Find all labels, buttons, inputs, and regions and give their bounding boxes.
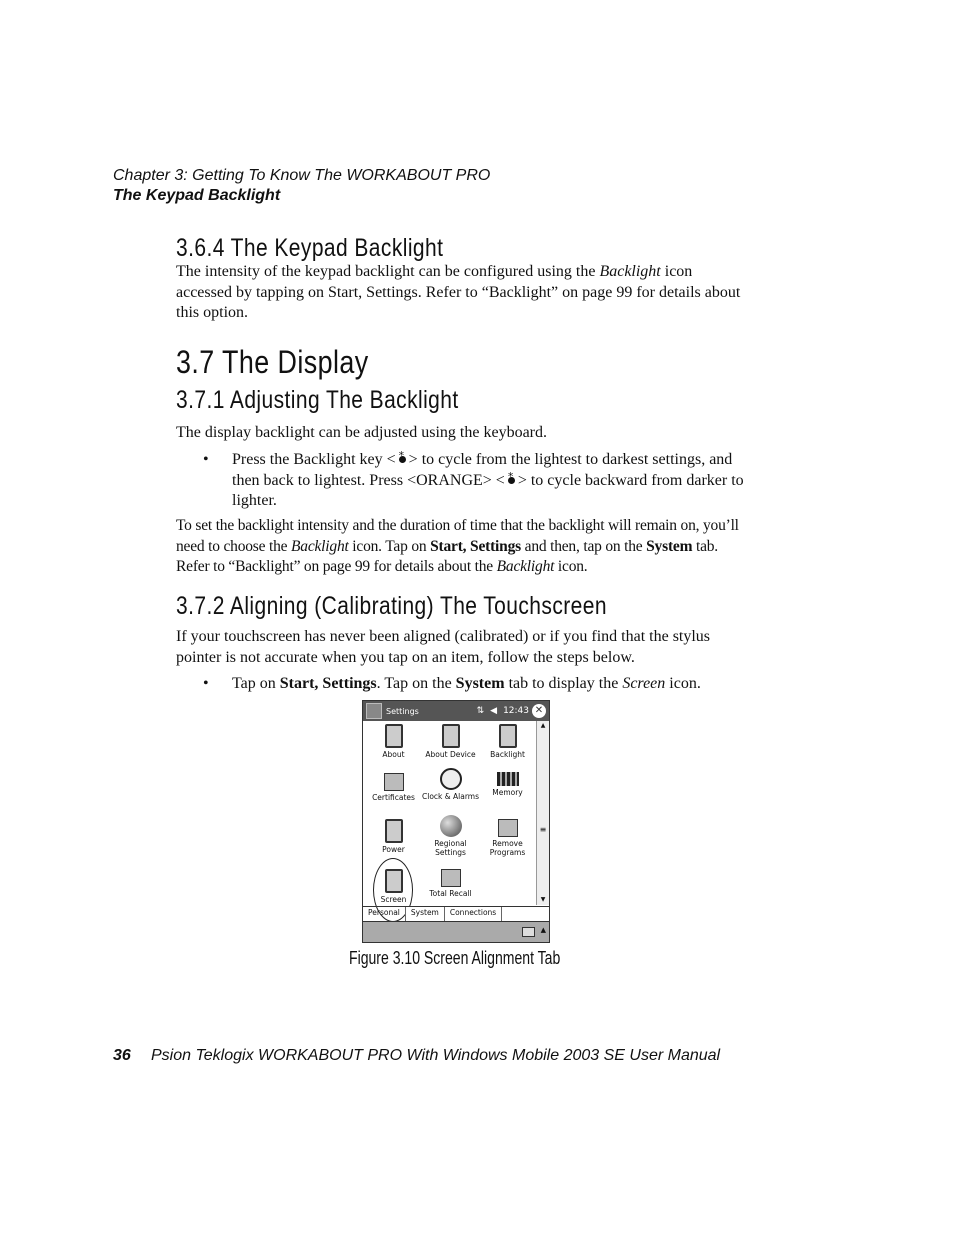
window-title: Settings: [386, 706, 419, 716]
memory-icon: [497, 772, 519, 786]
scroll-up-icon: ▲: [540, 722, 546, 729]
heading-3-6-4: 3.6.4 The Keypad Backlight: [176, 234, 444, 262]
scroll-thumb: ≡: [539, 825, 547, 834]
paragraph-keypad-backlight: The intensity of the keypad backlight can be configured using the Backlight icon accessed by tapping on Start, Settings. Refer to “Backlight” on page 99 for details about this option.: [176, 263, 741, 321]
heading-3-7-2: 3.7.2 Aligning (Calibrating) The Touchscreen: [176, 592, 607, 620]
setting-about: About: [365, 724, 422, 759]
settings-tabs: [363, 906, 549, 921]
globe-icon: [440, 815, 462, 837]
remove-programs-icon: [498, 819, 518, 837]
input-arrow-icon: ▲: [540, 926, 546, 934]
setting-total-recall: Total Recall: [422, 869, 479, 898]
about-icon: [385, 724, 403, 748]
volume-icon: ◀: [490, 706, 498, 716]
setting-clock-alarms: Clock & Alarms: [422, 768, 479, 801]
heading-3-7-1: 3.7.1 Adjusting The Backlight: [176, 386, 459, 414]
paragraph-backlight-settings: To set the backlight intensity and the duration of time that the backlight will remain on, you’ll need to choose the Backlight icon. Tap on Start, Settings and then, tap on the System tab. Refer to “Backlight” on page 99 for details about the Backlight icon.: [176, 517, 739, 575]
setting-memory: Memory: [479, 768, 536, 797]
scroll-down-icon: ▼: [540, 896, 546, 903]
clock-icon: [440, 768, 462, 790]
close-icon: ✕: [532, 704, 546, 718]
bullet-dot: •: [203, 451, 209, 468]
paragraph-touchscreen-intro: If your touchscreen has never been aligned (calibrated) or if you find that the stylus pointer is not accurate when you tap on an item, follow the steps below.: [176, 628, 711, 666]
power-icon: [385, 819, 403, 843]
setting-regional-settings: Regional Settings: [422, 815, 479, 857]
setting-about-device: About Device: [422, 724, 479, 759]
backlight-icon: [499, 724, 517, 748]
figure-caption: Figure 3.10 Screen Alignment Tab: [349, 948, 561, 968]
total-recall-icon: [441, 869, 461, 887]
tab-system: System: [406, 907, 445, 921]
settings-screenshot: [362, 700, 550, 943]
about-device-icon: [442, 724, 460, 748]
title-bar: [363, 701, 549, 721]
setting-certificates: Certificates: [365, 773, 422, 802]
certificates-icon: [384, 773, 404, 791]
setting-screen: Screen: [365, 869, 422, 904]
page-number: 36: [113, 1047, 131, 1064]
bullet-dot: •: [203, 675, 209, 692]
bottom-bar: [363, 921, 549, 942]
start-flag-icon: [366, 703, 382, 719]
clock-time: 12:43: [503, 706, 529, 716]
setting-power: Power: [365, 819, 422, 854]
running-header-chapter: Chapter 3: Getting To Know The WORKABOUT PRO: [113, 167, 491, 184]
connectivity-icon: ⇅: [476, 706, 485, 716]
scrollbar: [536, 721, 549, 905]
setting-remove-programs: Remove Programs: [479, 819, 536, 857]
setting-backlight: Backlight: [479, 724, 536, 759]
tab-connections: Connections: [445, 907, 502, 921]
footer-title: Psion Teklogix WORKABOUT PRO With Windows Mobile 2003 SE User Manual: [151, 1047, 721, 1064]
paragraph-backlight-intro: The display backlight can be adjusted using the keyboard.: [176, 424, 548, 441]
backlight-key-icon: [505, 473, 518, 487]
tab-personal: Personal: [363, 907, 406, 921]
running-header-section: The Keypad Backlight: [113, 187, 281, 204]
backlight-key-icon: [396, 452, 409, 466]
keyboard-icon: [522, 927, 535, 937]
heading-3-7: 3.7 The Display: [176, 344, 369, 380]
